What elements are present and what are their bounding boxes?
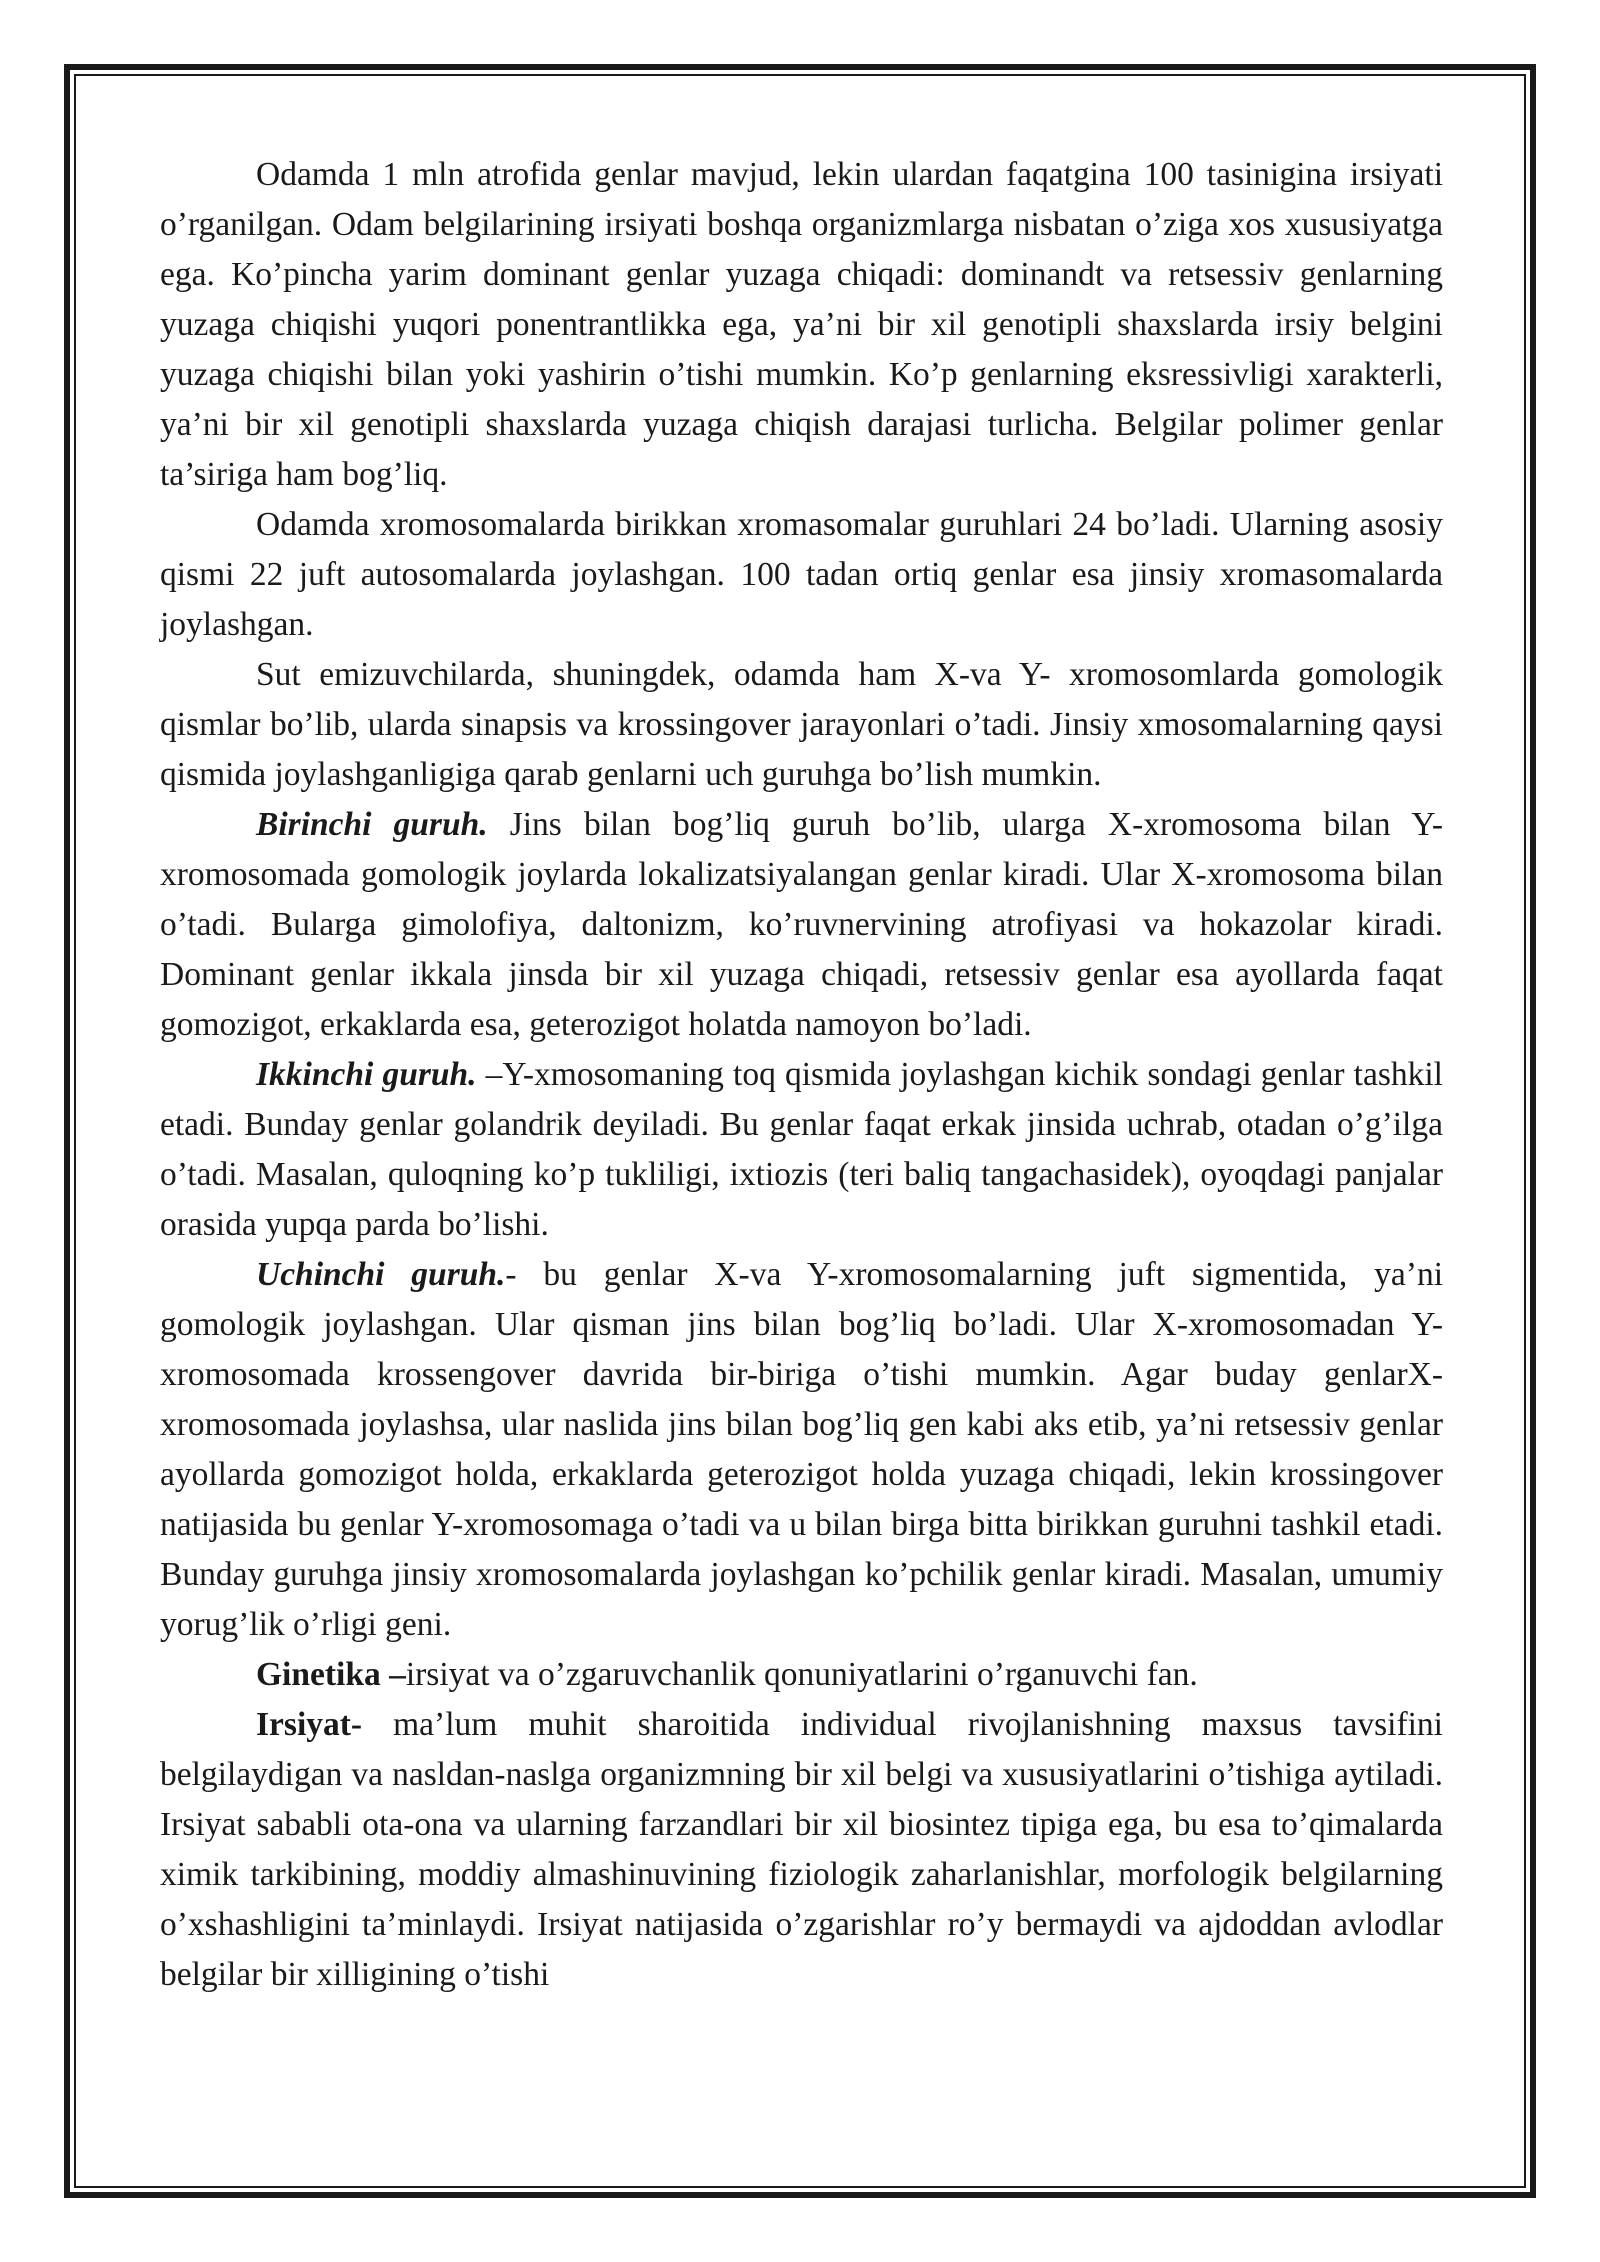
paragraph-lead: Ginetika – <box>256 1656 406 1693</box>
paragraph-lead: Ikkinchi guruh. <box>256 1056 477 1093</box>
paragraph-text: - bu genlar X-va Y-xromosomalarning juft sigmentida, ya’ni gomologik joylashgan. Ular qisman jins bilan bog’liq bo’ladi. Ular X-xromosomadan Y-xromosomada krossengover davrida bir-biriga o’tishi mumkin. Agar buday genlarX-xromosomada joylashsa, ular naslida jins bilan bog’liq gen kabi aks etib, ya’ni retsessiv genlar ayollarda gomozigot holda, erkaklarda geterozigot holda yuzaga chiqadi, lekin krossingover natijasida bu genlar Y-xromosomaga o’tadi va u bilan birga bitta birikkan guruhni tashkil etadi. Bunday guruhga jinsiy xromosomalarda joylashgan ko’pchilik genlar kiradi. Masalan, umumiy yorug’lik o’rligi geni. <box>160 1256 1443 1643</box>
paragraph-sex-chromosomes <box>160 650 1443 800</box>
paragraph-genetics-definition <box>160 1650 1443 1700</box>
paragraph-third-group <box>160 1250 1443 1650</box>
paragraph-text: ma’lum muhit sharoitida individual rivojlanishning maxsus tavsifini belgilaydigan va nasldan-naslga organizmning bir xil belgi va xususiyatlarini o’tishiga aytiladi. Irsiyat sababli ota-ona va ularning farzandlari bir xil biosintez tipiga ega, bu esa to’qimalarda ximik tarkibining, moddiy almashinuvining fiziologik zaharlanishlar, morfologik belgilarning o’xshashligini ta’minlaydi. Irsiyat natijasida o’zgarishlar ro’y bermaydi va ajdoddan avlodlar belgilar bir xilligining o’tishi <box>160 1706 1443 1993</box>
paragraph-genes-overview <box>160 150 1443 500</box>
paragraph-lead: Birinchi guruh. <box>256 806 488 843</box>
paragraph-lead: Uchinchi guruh. <box>256 1256 506 1293</box>
paragraph-text: Jins bilan bog’liq guruh bo’lib, ularga X-xromosoma bilan Y-xromosomada gomologik joylarda lokalizatsiyalangan genlar kiradi. Ular X-xromosoma bilan o’tadi. Bularga gimolofiya, daltonizm, ko’ruvnervining atrofiyasi va hokazolar kiradi. Dominant genlar ikkala jinsda bir xil yuzaga chiqadi, retsessiv genlar esa ayollarda faqat gomozigot, erkaklarda esa, geterozigot holatda namoyon bo’ladi. <box>160 806 1443 1043</box>
paragraph-text: Odamda 1 mln atrofida genlar mavjud, lekin ulardan faqatgina 100 tasinigina irsiyati o’rganilgan. Odam belgilarining irsiyati boshqa organizmlarga nisbatan o’ziga xos xususiyatga ega. Ko’pincha yarim dominant genlar yuzaga chiqadi: dominandt va retsessiv genlarning yuzaga chiqishi yuqori ponentrantlikka ega, ya’ni bir xil genotipli shaxslarda irsiy belgini yuzaga chiqishi bilan yoki yashirin o’tishi mumkin. Ko’p genlarning eksressivligi xarakterli, ya’ni bir xil genotipli shaxslarda yuzaga chiqish darajasi turlicha. Belgilar polimer genlar ta’siriga ham bog’liq. <box>160 156 1443 493</box>
paragraph-second-group <box>160 1050 1443 1250</box>
document-body <box>160 150 1443 2000</box>
paragraph-text: irsiyat va o’zgaruvchanlik qonuniyatlarini o’rganuvchi fan. <box>405 1656 1198 1693</box>
paragraph-text: Odamda xromosomalarda birikkan xromasomalar guruhlari 24 bo’ladi. Ularning asosiy qismi 22 juft autosomalarda joylashgan. 100 tadan ortiq genlar esa jinsiy xromasomalarda joylashgan. <box>160 506 1443 643</box>
paragraph-text: –Y-xmosomaning toq qismida joylashgan kichik sondagi genlar tashkil etadi. Bunday genlar golandrik deyiladi. Bu genlar faqat erkak jinsida uchrab, otadan o’g’ilga o’tadi. Masalan, quloqning ko’p tukliligi, ixtiozis (teri baliq tangachasidek), oyoqdagi panjalar orasida yupqa parda bo’lishi. <box>160 1056 1443 1243</box>
paragraph-linkage-groups <box>160 500 1443 650</box>
paragraph-text: Sut emizuvchilarda, shuningdek, odamda ham X-va Y- xromosomlarda gomologik qismlar bo’lib, ularda sinapsis va krossingover jarayonlari o’tadi. Jinsiy xmosomalarning qaysi qismida joylashganligiga qarab genlarni uch guruhga bo’lish mumkin. <box>160 656 1443 793</box>
paragraph-heredity-definition <box>160 1700 1443 2000</box>
paragraph-first-group <box>160 800 1443 1050</box>
paragraph-lead: Irsiyat- <box>256 1706 363 1743</box>
